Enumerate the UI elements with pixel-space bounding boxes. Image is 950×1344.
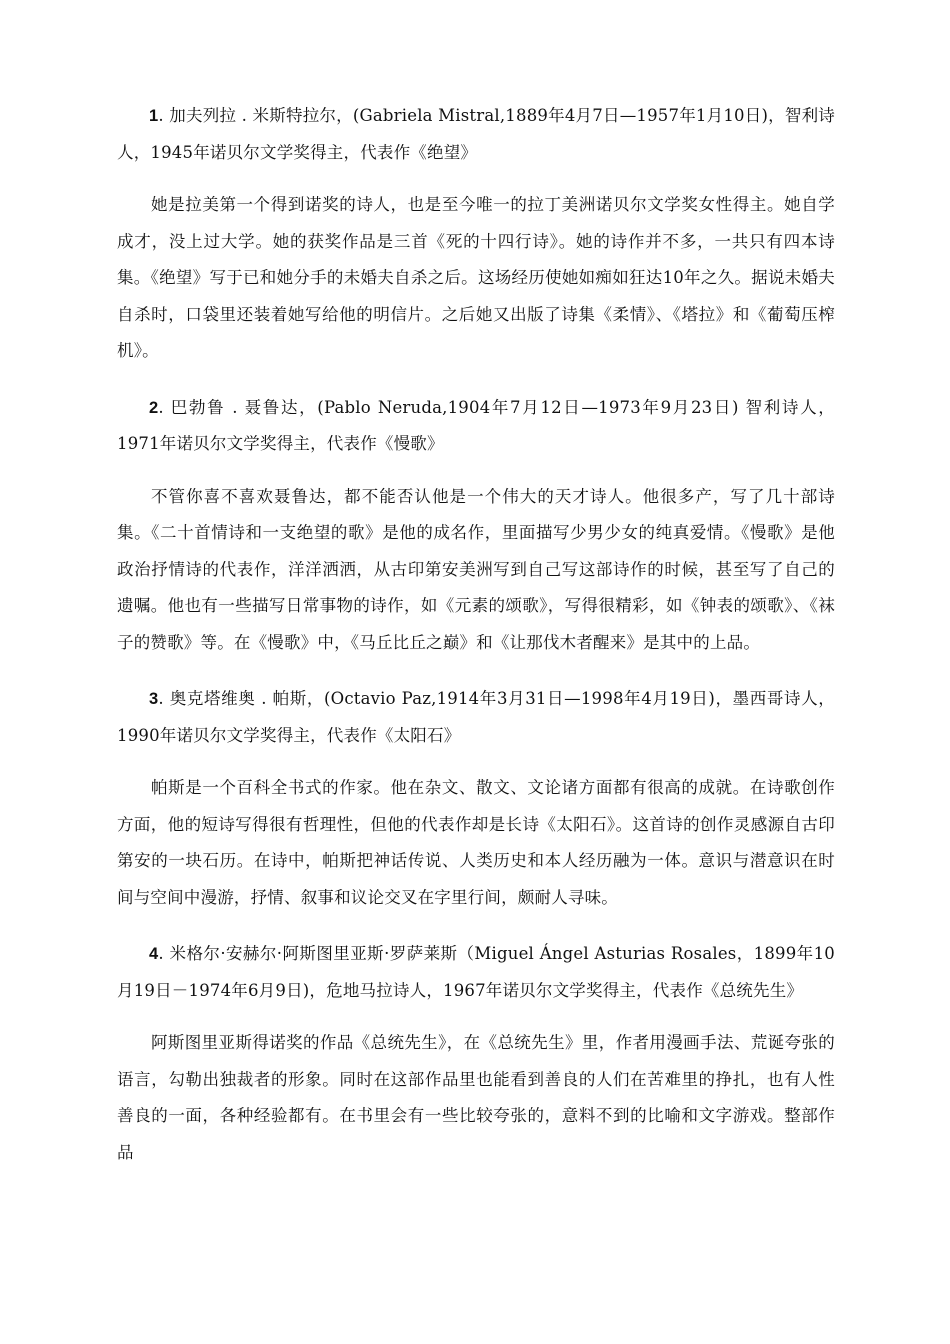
- entry-title: [117, 390, 835, 463]
- entry-heading-text: . 巴勃鲁 . 聂鲁达，(Pablo Neruda,1904年7月12日—1973年9月23日) 智利诗人，1971年诺贝尔文学奖得主，代表作《慢歌》: [117, 397, 835, 453]
- entry-title: [117, 936, 835, 1009]
- entry-heading-text: . 奥克塔维奥 . 帕斯，(Octavio Paz,1914年3月31日—1998年4月19日)，墨西哥诗人，1990年诺贝尔文学奖得主，代表作《太阳石》: [117, 689, 835, 745]
- entry-mistral: [117, 98, 835, 370]
- entry-heading-text: . 米格尔·安赫尔·阿斯图里亚斯·罗萨莱斯（Miguel Ángel Asturias Rosales，1899年10月19日－1974年6月9日)，危地马拉诗人，1967年诺贝尔文学奖得主，代表作《总统先生》: [117, 944, 835, 1000]
- document-page: [117, 98, 835, 1191]
- entry-body: 阿斯图里亚斯得诺奖的作品《总统先生》，在《总统先生》里，作者用漫画手法、荒诞夸张的语言，勾勒出独裁者的形象。同时在这部作品里也能看到善良的人们在苦难里的挣扎，也有人性善良的一面，各种经验都有。在书里会有一些比较夸张的，意料不到的比喻和文字游戏。整部作品: [117, 1033, 835, 1162]
- entry-body: 她是拉美第一个得到诺奖的诗人，也是至今唯一的拉丁美洲诺贝尔文学奖女性得主。她自学成才，没上过大学。她的获奖作品是三首《死的十四行诗》。她的诗作并不多，一共只有四本诗集。《绝望》写于已和她分手的未婚夫自杀之后。这场经历使她如痴如狂达10年之久。据说未婚夫自杀时，口袋里还装着她写给他的明信片。之后她又出版了诗集《柔情》、《塔拉》和《葡萄压榨机》。: [117, 195, 835, 360]
- entry-number: 1: [149, 107, 159, 125]
- entry-body: 不管你喜不喜欢聂鲁达，都不能否认他是一个伟大的天才诗人。他很多产，写了几十部诗集。《二十首情诗和一支绝望的歌》是他的成名作，里面描写少男少女的纯真爱情。《慢歌》是他政治抒情诗的代表作，洋洋洒洒，从古印第安美洲写到自己写这部诗作的时候，甚至写了自己的遗嘱。他也有一些描写日常事物的诗作，如《元素的颂歌》，写得很精彩，如《钟表的颂歌》、《袜子的赞歌》等。在《慢歌》中，《马丘比丘之巅》和《让那伐木者醒来》是其中的上品。: [117, 486, 835, 652]
- entry-title: [117, 98, 835, 171]
- entry-asturias: [117, 936, 835, 1171]
- entry-paz: [117, 681, 835, 916]
- entry-number: 2: [149, 398, 159, 417]
- entry-number: 3: [149, 690, 159, 708]
- entry-body: 帕斯是一个百科全书式的作家。他在杂文、散文、文论诸方面都有很高的成就。在诗歌创作方面，他的短诗写得很有哲理性，但他的代表作却是长诗《太阳石》。这首诗的创作灵感源自古印第安的一块石历。在诗中，帕斯把神话传说、人类历史和本人经历融为一体。意识与潜意识在时间与空间中漫游，抒情、叙事和议论交叉在字里行间，颇耐人寻味。: [117, 778, 835, 907]
- entry-number: 4: [149, 945, 159, 963]
- entry-heading-text: . 加夫列拉 . 米斯特拉尔，(Gabriela Mistral,1889年4月7日—1957年1月10日)，智利诗人，1945年诺贝尔文学奖得主，代表作《绝望》: [117, 106, 835, 162]
- entry-title: [117, 681, 835, 754]
- entry-neruda: [117, 390, 835, 662]
